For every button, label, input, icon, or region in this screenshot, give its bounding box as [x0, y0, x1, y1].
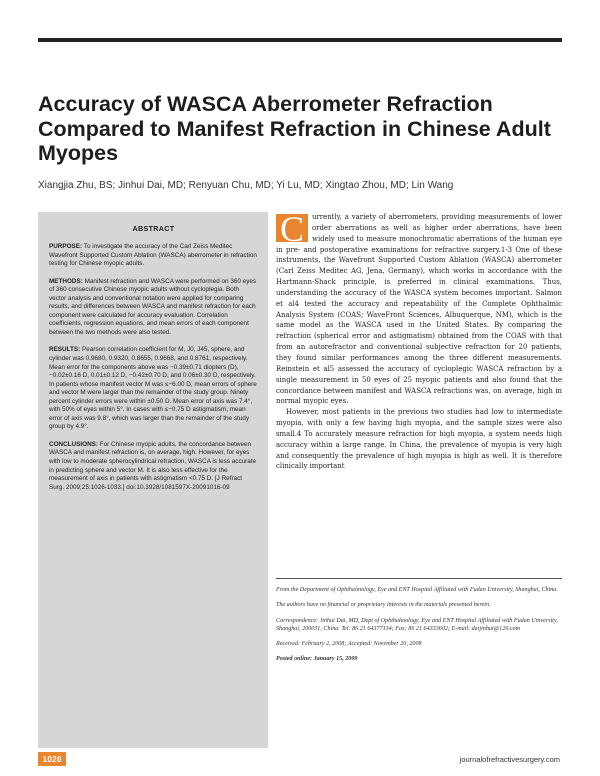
footnote-correspondence: Correspondence: Jinhui Dai, MD, Dept of Ophthalmology, Eye and ENT Hospital Affiliated with Fudan University, Shanghai, 200031, China. Tel: 86 21 64377134; Fax: 86 21 64333602; E-mail: daijinhui@126.com	[276, 617, 558, 632]
footnote-posted: Posted online: January 15, 2009	[276, 656, 358, 663]
abstract-conclusions	[49, 441, 258, 492]
purpose-text: To investigate the accuracy of the Carl Zeiss Meditec Wavefront Supported Custom Ablation (WASCA) aberrometer in refraction testing for Chinese myopic adults.	[49, 243, 257, 268]
body-paragraph-2: However, most patients in the previous two studies had low to intermediate myopia, with only a few having high myopia, and the sample sizes were also small.4 To accurately measure refraction for high myopia, a system needs high accuracy within a large range. In China, the prevalence of myopia is very high and consequently the prevalence of high myopia is high as well. It is therefore clinically important	[276, 408, 562, 471]
abstract-box	[38, 212, 268, 748]
body-paragraph-1-text: urrently, a variety of aberrometers, providing measurements of lower order aberrations as well as higher order aberrations, have been widely used to measure monochromatic aberrations of the human eye in pre- and postoperative examinations for refractive surgery.1-3 One of these instruments, the Wavefront Supported Custom Ablation (WASCA) aberrometer (Carl Zeiss Meditec AG, Jena, Germany), which works in accordance with the Hartmann-Shack principle, is preferred in clinical examinations. Thus, understanding the accuracy of the WASCA system becomes important. Salmon et al4 tested the accuracy and repeatability of the Complete Ophthalmic Analysis System (COAS; WaveFront Sciences, Albuquerque, NM), which is the same model as the WASCA used in the United States. By comparing the refraction (spherical error and astigmatism) obtained from the COAS with that from an autorefractor and conventional subjective refraction for 20 patients, they found similar performances among the three different measurements. Reinstein et al5 assessed the accuracy of cycloplegic WASCA refraction by a single measurement in 50 eyes of 25 myopic patients and also found that the concordance between manifest and WASCA refractions was, on average, high in normal myopic eyes.	[276, 213, 562, 406]
author-list: Xiangjia Zhu, BS; Jinhui Dai, MD; Renyuan Chu, MD; Yi Lu, MD; Xingtao Zhou, MD; Lin Wang	[38, 180, 454, 191]
body-paragraph-1	[276, 209, 562, 407]
conclusions-text: For Chinese myopic adults, the concordance between WASCA and manifest refraction is, on average, high. However, for eyes with low to moderate spherocylindrical refraction, WASCA is less accurate in predicting sphere and vector M. It is also less effective for the measurement of axis in patients with astigmatism <0.75 D. [J Refract Surg. 2009;25:1026-1033.] doi:10.3928/1081597X-20091016-09	[49, 440, 257, 491]
abstract-heading: ABSTRACT	[132, 224, 175, 233]
results-text: Pearson correlation coefficient for M, J0, J45, sphere, and cylinder was 0.9680, 0.9320, 0.8655, 0.9668, and 0.8761, respectively. Mean error for the components above was −0.39±0.71 diopters (D), −0.02±0.16 D, 0.01±0.12 D, −0.42±0.70 D, and 0.06±0.30 D, respectively. In patients whose manifest vector M was ≤−6.00 D, mean errors of sphere and vector M were larger than the remainder of the study group. Ninety percent cylinder errors were within ±0.50 D. Mean error of axis was 7.4°, with 50% of eyes within 5°. In cases with ≤−0.75 D astigmatism, mean error of axis was 9.8°, which was larger than the remainder of the study group by 4.9°.	[49, 346, 257, 431]
results-label: RESULTS:	[49, 346, 81, 354]
top-rule	[38, 38, 562, 42]
abstract-purpose	[49, 243, 258, 269]
methods-label: METHODS:	[49, 277, 83, 285]
abstract-methods	[49, 278, 258, 338]
footnote-received: Received: February 2, 2008; Accepted: November 20, 2008	[276, 641, 422, 648]
abstract-results	[49, 346, 258, 431]
footnote-disclosure: The authors have no financial or proprietary interests in the materials presented herein.	[276, 602, 491, 609]
footnote-affiliation: From the Department of Ophthalmology, Eye and ENT Hospital Affiliated with Fudan University, Shanghai, China.	[276, 587, 558, 593]
conclusions-label: CONCLUSIONS:	[49, 440, 98, 448]
article-title: Accuracy of WASCA Aberrometer Refraction Compared to Manifest Refraction in Chinese Adult Myopes	[38, 92, 551, 165]
drop-cap: C	[276, 214, 308, 242]
page-number: 1026	[42, 754, 62, 764]
purpose-label: PURPOSE:	[49, 243, 83, 250]
body-text-column	[276, 209, 562, 472]
methods-text: Manifest refraction and WASCA were performed on 360 eyes of 360 consecutive Chinese myopic adults without cycloplegia. Both vector analysis and conventional notation were applied for comparing results, and differences between WASCA and manifest refraction for each component were calculated for accuracy evaluation. Correlation coefficients, regression equations, and mean errors of each component between the two methods were also tested.	[49, 277, 257, 336]
footnotes	[276, 586, 566, 671]
journal-url: journalofrefractivesurgery.com	[459, 755, 560, 764]
footnote-divider	[276, 578, 562, 579]
